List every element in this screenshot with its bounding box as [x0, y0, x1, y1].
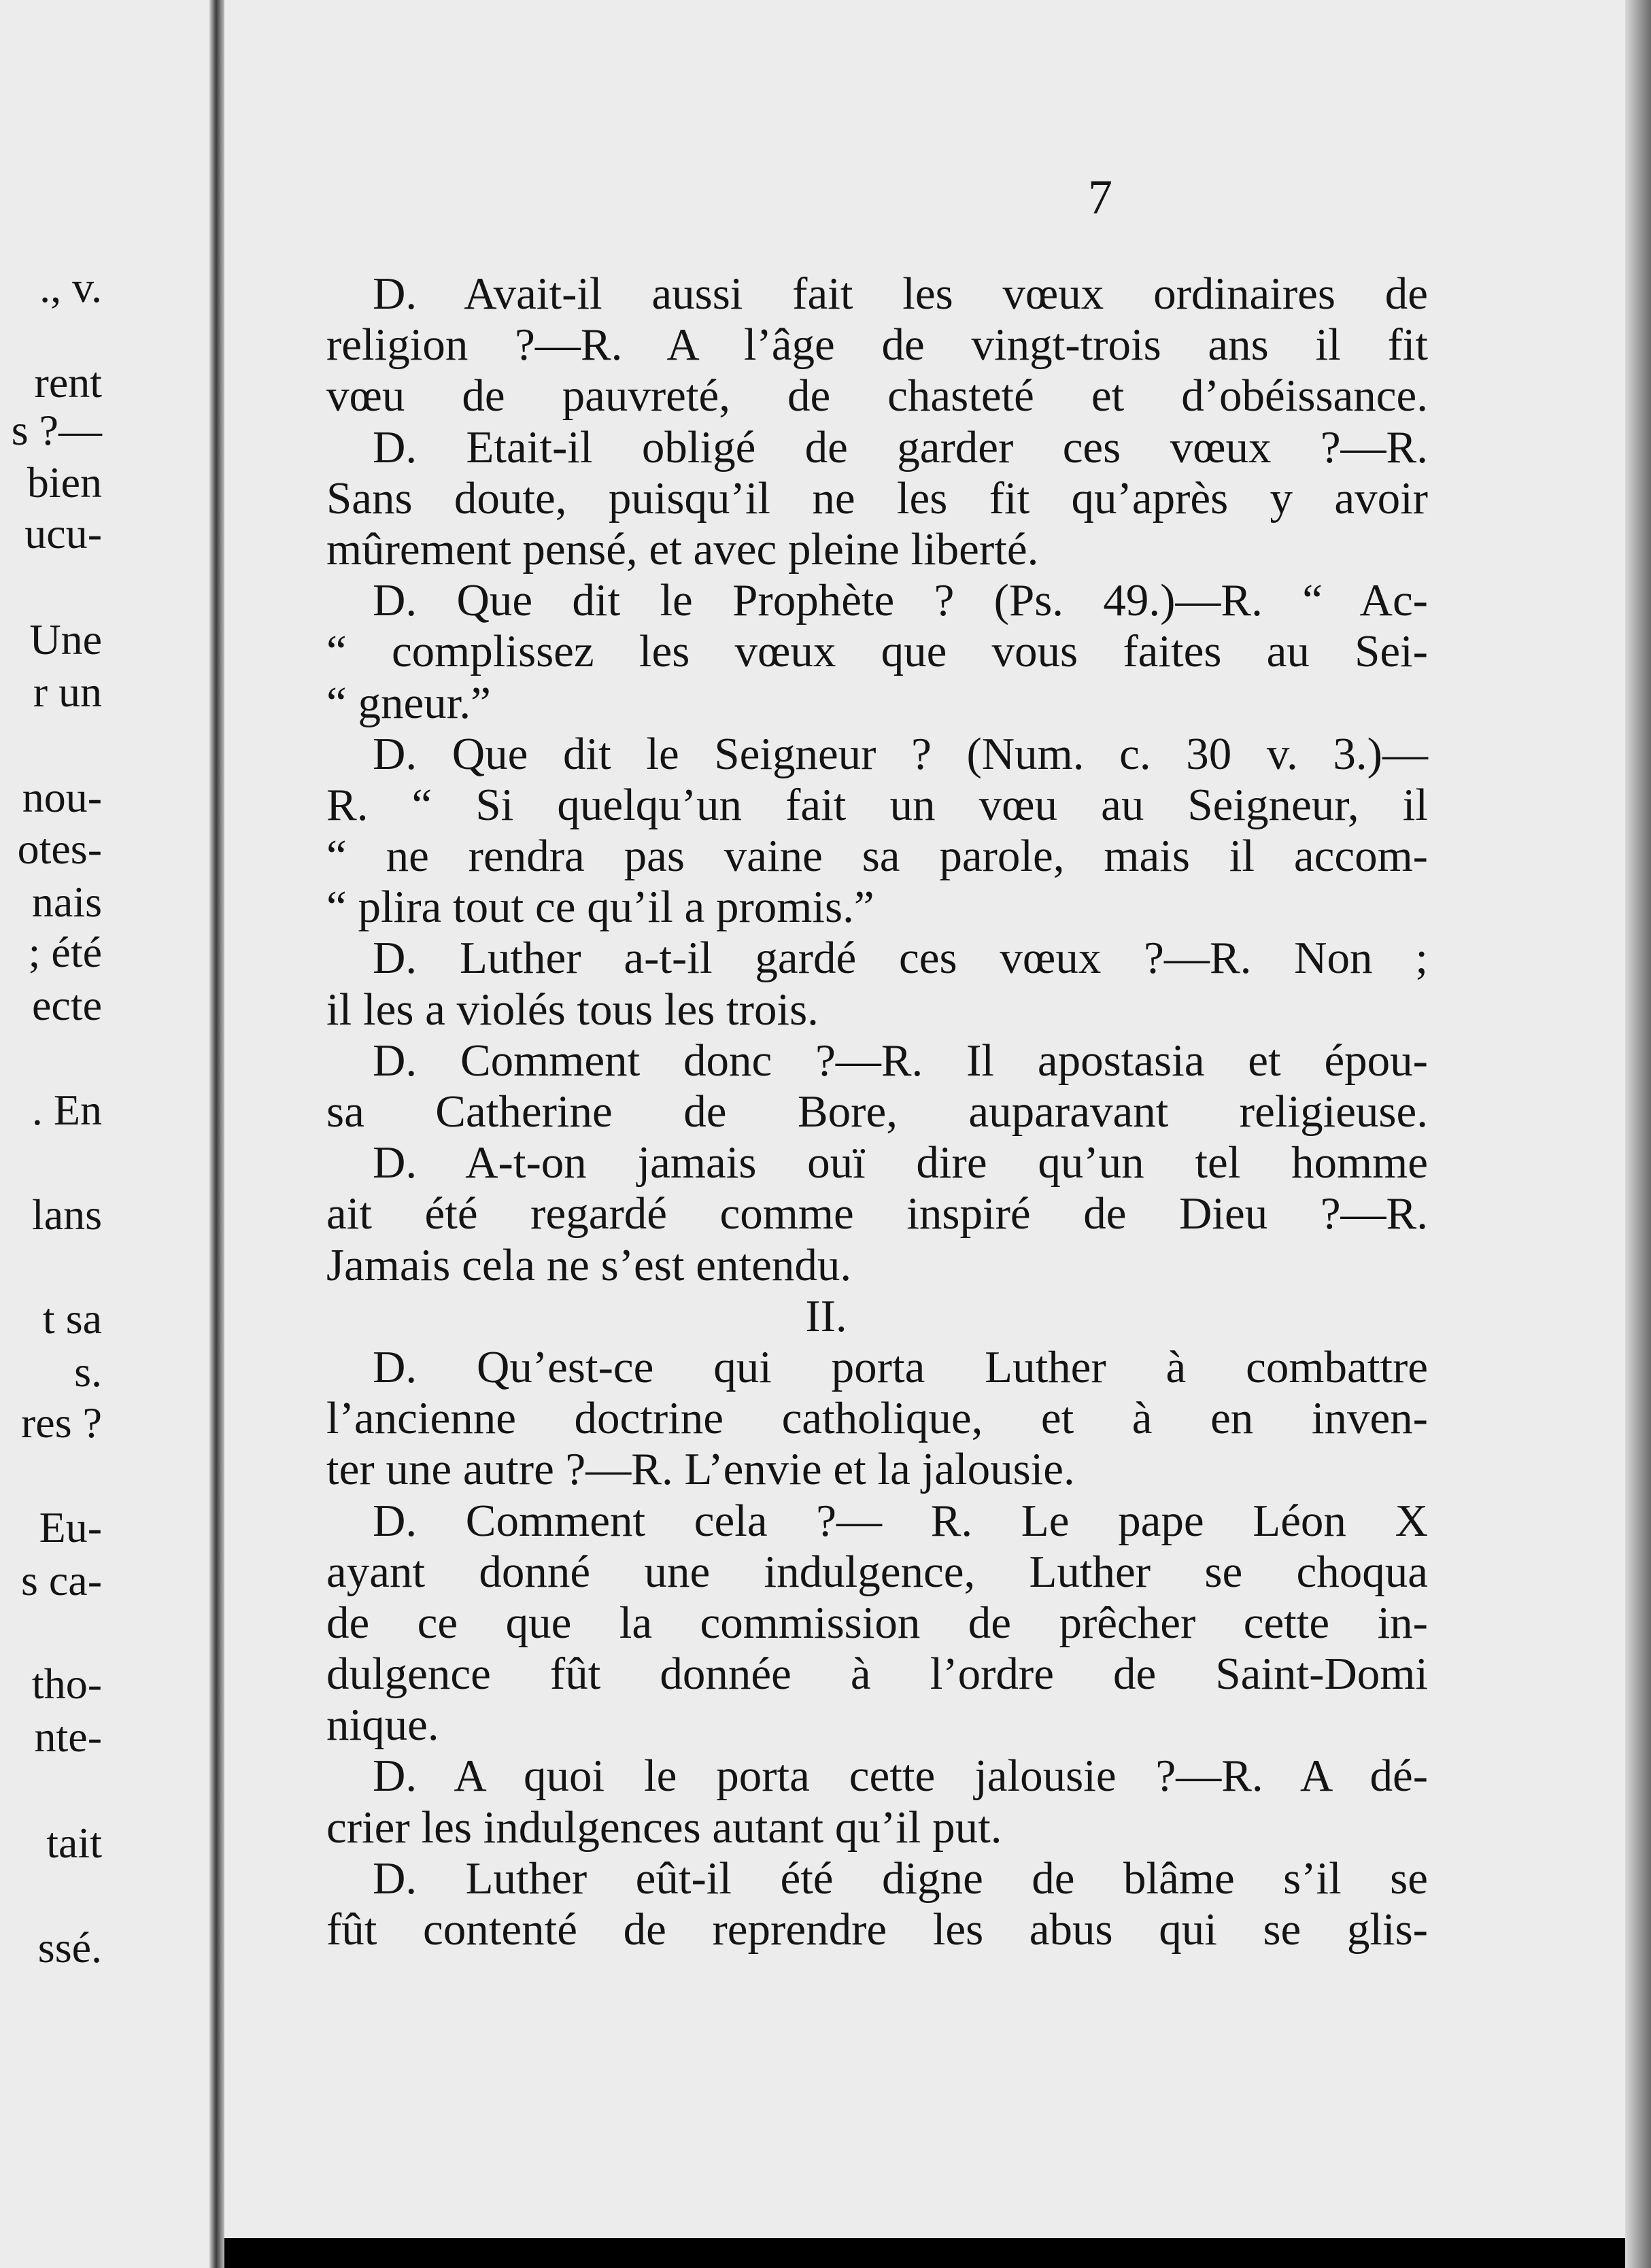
- left-page: [0, 0, 216, 2268]
- text-line: mûrement pensé, et avec pleine liberté.: [326, 523, 1039, 574]
- text-line: vœu de pauvreté, de chasteté et d’obéissance.: [326, 371, 1428, 422]
- text-line: D. Luther a-t-il gardé ces vœux ?—R. Non ;: [373, 933, 1428, 984]
- left-page-fragment: nou-: [22, 773, 102, 821]
- page-number: 7: [1088, 170, 1112, 224]
- text-line: D. Comment donc ?—R. Il apostasia et épou-: [373, 1035, 1428, 1086]
- left-page-fragment: ecte: [32, 981, 102, 1029]
- text-line: fût contenté de reprendre les abus qui se glis-: [326, 1904, 1428, 1955]
- left-page-fragment: ucu-: [24, 509, 102, 557]
- left-page-fragment: t sa: [42, 1294, 102, 1343]
- section-heading: [326, 1291, 1428, 1342]
- left-page-fragment: s ca-: [20, 1556, 102, 1604]
- left-page-fragment: res ?: [20, 1398, 102, 1447]
- text-line: de ce que la commission de prêcher cette in-: [326, 1597, 1428, 1648]
- left-page-fragment: . En: [31, 1086, 102, 1134]
- left-page-fragment: Une: [29, 615, 102, 664]
- text-line: “ plira tout ce qu’il a promis.”: [326, 882, 874, 933]
- text-line: D. Avait-il aussi fait les vœux ordinaires de: [373, 269, 1428, 319]
- text-line: D. A-t-on jamais ouï dire qu’un tel homme: [373, 1137, 1428, 1188]
- book-gutter: [209, 0, 224, 2268]
- text-line: D. Luther eût-il été digne de blâme s’il se: [373, 1853, 1428, 1904]
- text-line: “ ne rendra pas vaine sa parole, mais il accom-: [326, 831, 1428, 882]
- text-line: “ gneur.”: [326, 677, 491, 728]
- text-line: Jamais cela ne s’est entendu.: [326, 1239, 852, 1290]
- left-page-fragment: lans: [31, 1190, 102, 1239]
- page-edge: [1625, 0, 1651, 2268]
- left-page-fragment: nte-: [34, 1713, 102, 1761]
- text-line: “ complissez les vœux que vous faites au Sei-: [326, 626, 1428, 677]
- text-line: D. Comment cela ?— R. Le pape Léon X: [373, 1495, 1428, 1546]
- left-page-fragment: rent: [34, 358, 102, 407]
- left-page-fragment: Eu-: [39, 1503, 102, 1551]
- text-line: religion ?—R. A l’âge de vingt-trois ans il fit: [326, 320, 1428, 371]
- left-page-fragment: tho-: [31, 1660, 102, 1708]
- text-line: R. “ Si quelqu’un fait un vœu au Seigneur, il: [326, 779, 1428, 830]
- left-page-fragment: nais: [31, 878, 102, 926]
- left-page-fragment: tait: [46, 1819, 102, 1867]
- section-heading-text: II.: [805, 1290, 847, 1341]
- text-line: sa Catherine de Bore, auparavant religieuse.: [326, 1086, 1428, 1137]
- left-page-fragment: bien: [27, 458, 102, 506]
- text-line: Sans doute, puisqu’il ne les fit qu’après y avoir: [326, 472, 1428, 523]
- left-page-fragment: ., v.: [39, 263, 102, 311]
- text-line: D. Qu’est-ce qui porta Luther à combattre: [373, 1341, 1428, 1392]
- text-line: D. A quoi le porta cette jalousie ?—R. A dé-: [373, 1751, 1428, 1802]
- text-line: l’ancienne doctrine catholique, et à en inven-: [326, 1393, 1428, 1444]
- text-line: nique.: [326, 1700, 439, 1751]
- left-page-fragment: ; été: [28, 928, 102, 976]
- text-line: ait été regardé comme inspiré de Dieu ?—R.: [326, 1188, 1428, 1239]
- text-line: ter une autre ?—R. L’envie et la jalousie.: [326, 1444, 1075, 1495]
- text-line: D. Que dit le Seigneur ? (Num. c. 30 v. 3.)—: [373, 728, 1428, 779]
- text-line: crier les indulgences autant qu’il put.: [326, 1802, 1002, 1853]
- text-line: D. Que dit le Prophète ? (Ps. 49.)—R. “ Ac-: [373, 575, 1428, 626]
- page-text: [326, 269, 1428, 1955]
- left-page-fragment: otes-: [17, 825, 102, 873]
- left-page-fragment: s ?—: [11, 406, 102, 454]
- text-line: D. Etait-il obligé de garder ces vœux ?—R.: [373, 422, 1428, 472]
- text-line: dulgence fût donnée à l’ordre de Saint-Domi: [326, 1649, 1428, 1700]
- left-page-fragment: s.: [74, 1347, 102, 1396]
- left-page-fragment: ssé.: [37, 1923, 102, 1972]
- text-line: ayant donné une indulgence, Luther se choqua: [326, 1546, 1428, 1597]
- text-line: il les a violés tous les trois.: [326, 984, 819, 1035]
- left-page-fragment: r un: [33, 668, 102, 716]
